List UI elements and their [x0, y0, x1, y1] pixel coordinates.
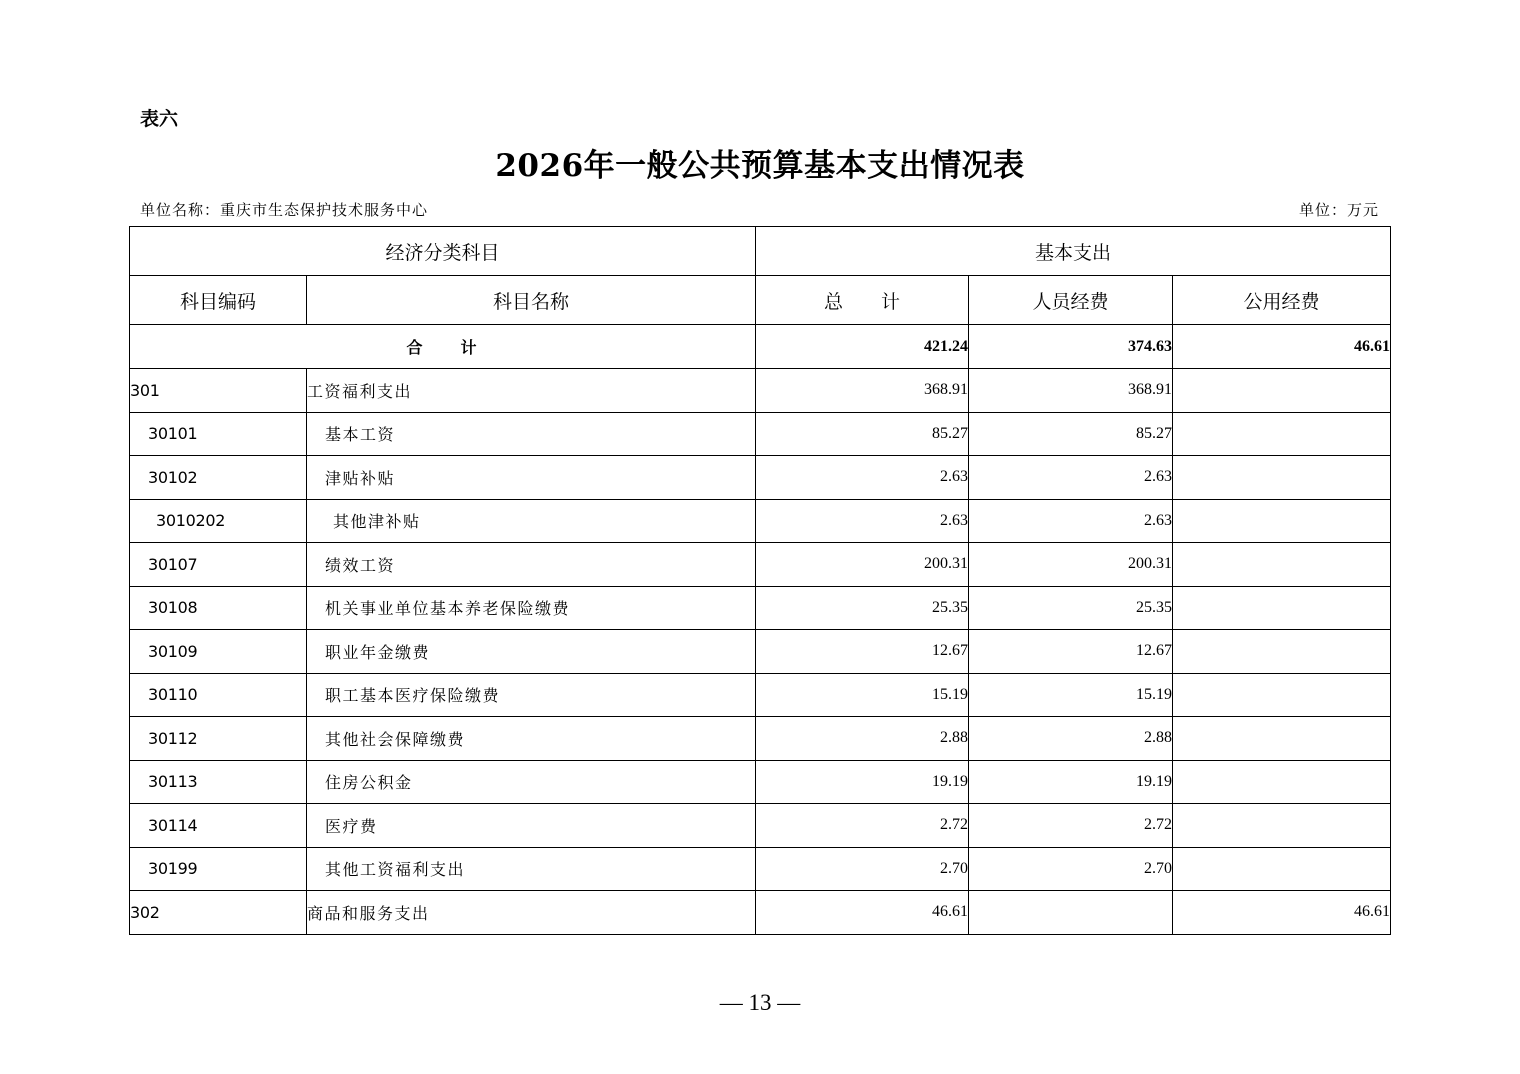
row-name: 机关事业单位基本养老保险缴费 [307, 586, 756, 630]
row-public [1173, 412, 1391, 456]
table-row [130, 369, 1391, 413]
row-name: 其他工资福利支出 [307, 847, 756, 891]
row-public [1173, 630, 1391, 674]
header-name: 科目名称 [307, 276, 756, 325]
row-code: 3010202 [130, 499, 307, 543]
row-code: 30101 [130, 412, 307, 456]
row-name: 津贴补贴 [307, 456, 756, 500]
row-personnel: 368.91 [969, 369, 1173, 413]
row-personnel: 12.67 [969, 630, 1173, 674]
row-public [1173, 717, 1391, 761]
row-public [1173, 847, 1391, 891]
header-basic-expense: 基本支出 [756, 227, 1391, 276]
header-personnel: 人员经费 [969, 276, 1173, 325]
table-row [130, 673, 1391, 717]
row-public: 46.61 [1173, 891, 1391, 935]
row-name: 商品和服务支出 [307, 891, 756, 935]
row-name: 绩效工资 [307, 543, 756, 587]
row-public [1173, 673, 1391, 717]
row-personnel: 15.19 [969, 673, 1173, 717]
table-row [130, 891, 1391, 935]
row-total: 19.19 [756, 760, 969, 804]
row-code: 30107 [130, 543, 307, 587]
row-name: 住房公积金 [307, 760, 756, 804]
row-personnel: 2.63 [969, 499, 1173, 543]
table-row [130, 499, 1391, 543]
table-row [130, 717, 1391, 761]
table-row [130, 586, 1391, 630]
row-code: 30112 [130, 717, 307, 761]
table-row [130, 847, 1391, 891]
total-personnel: 374.63 [969, 325, 1173, 369]
row-name: 工资福利支出 [307, 369, 756, 413]
row-total: 2.63 [756, 499, 969, 543]
row-code: 30114 [130, 804, 307, 848]
header-public: 公用经费 [1173, 276, 1391, 325]
unit-label: 单位：万元 [1298, 201, 1379, 219]
header-code: 科目编码 [130, 276, 307, 325]
row-personnel: 2.63 [969, 456, 1173, 500]
row-total: 15.19 [756, 673, 969, 717]
table-row [130, 630, 1391, 674]
header-total: 总 计 [756, 276, 969, 325]
row-public [1173, 499, 1391, 543]
row-personnel: 25.35 [969, 586, 1173, 630]
row-total: 2.72 [756, 804, 969, 848]
row-total: 368.91 [756, 369, 969, 413]
row-name: 职工基本医疗保险缴费 [307, 673, 756, 717]
total-label: 合 计 [130, 325, 756, 369]
total-row [130, 325, 1391, 369]
row-personnel: 200.31 [969, 543, 1173, 587]
row-public [1173, 543, 1391, 587]
row-total: 46.61 [756, 891, 969, 935]
row-personnel: 2.88 [969, 717, 1173, 761]
row-code: 301 [130, 369, 307, 413]
table-row [130, 760, 1391, 804]
page-title: 2026年一般公共预算基本支出情况表 [495, 148, 1025, 184]
row-code: 30113 [130, 760, 307, 804]
row-code: 30109 [130, 630, 307, 674]
row-code: 30199 [130, 847, 307, 891]
row-code: 30110 [130, 673, 307, 717]
row-personnel: 19.19 [969, 760, 1173, 804]
header-row-2 [130, 276, 1391, 325]
row-code: 30102 [130, 456, 307, 500]
row-code: 302 [130, 891, 307, 935]
unit-name: 单位名称：重庆市生态保护技术服务中心 [140, 201, 429, 219]
row-personnel: 2.72 [969, 804, 1173, 848]
row-total: 25.35 [756, 586, 969, 630]
header-row-1 [130, 227, 1391, 276]
header-econ-class: 经济分类科目 [130, 227, 756, 276]
row-total: 85.27 [756, 412, 969, 456]
row-personnel: 85.27 [969, 412, 1173, 456]
row-total: 2.63 [756, 456, 969, 500]
row-total: 2.88 [756, 717, 969, 761]
row-name: 基本工资 [307, 412, 756, 456]
table-row [130, 804, 1391, 848]
row-name: 其他津补贴 [307, 499, 756, 543]
row-name: 职业年金缴费 [307, 630, 756, 674]
row-personnel [969, 891, 1173, 935]
row-code: 30108 [130, 586, 307, 630]
row-public [1173, 586, 1391, 630]
table-row [130, 412, 1391, 456]
total-amount: 421.24 [756, 325, 969, 369]
row-personnel: 2.70 [969, 847, 1173, 891]
row-name: 其他社会保障缴费 [307, 717, 756, 761]
row-public [1173, 369, 1391, 413]
row-public [1173, 456, 1391, 500]
row-public [1173, 760, 1391, 804]
budget-table [129, 226, 1391, 935]
table-row [130, 456, 1391, 500]
row-name: 医疗费 [307, 804, 756, 848]
total-public: 46.61 [1173, 325, 1391, 369]
page-number: — 13 — [719, 990, 801, 1015]
row-total: 200.31 [756, 543, 969, 587]
row-total: 12.67 [756, 630, 969, 674]
row-total: 2.70 [756, 847, 969, 891]
row-public [1173, 804, 1391, 848]
table-label: 表六 [140, 108, 179, 130]
table-row [130, 543, 1391, 587]
